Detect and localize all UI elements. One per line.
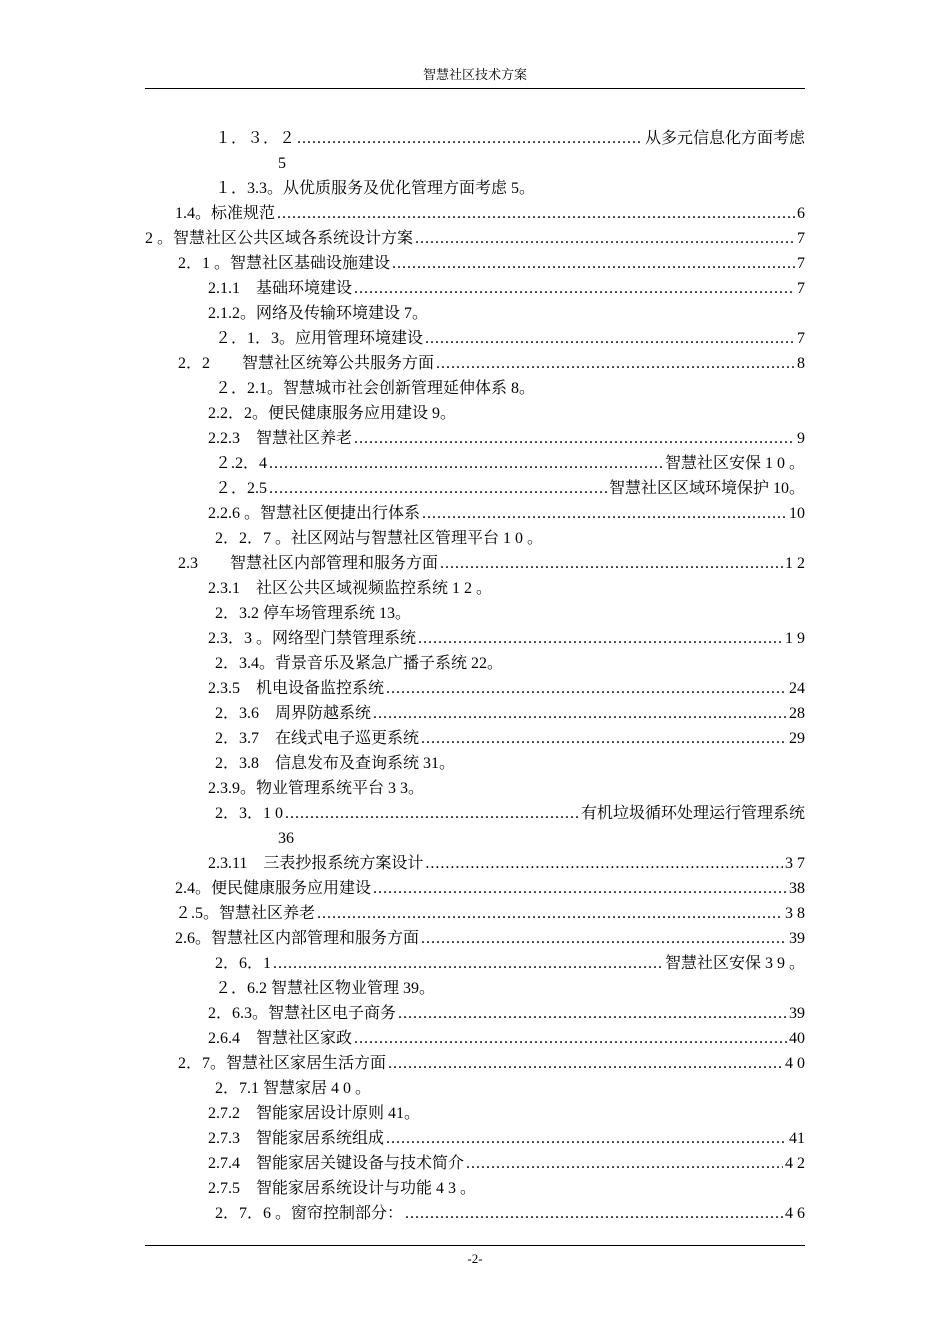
toc-entry[interactable] — [145, 1101, 805, 1126]
toc-entry-label: ２．2.5 — [215, 480, 268, 497]
toc-entry[interactable] — [145, 876, 805, 901]
toc-entry-label: ２．2.1。智慧城市社会创新管理延伸体系 8。 — [215, 380, 536, 397]
toc-entry-label: 2.2.3 智慧社区养老 — [208, 430, 353, 447]
toc-entry[interactable] — [145, 276, 805, 301]
toc-entry-page-number: 从多元信息化方面考虑 — [644, 130, 805, 147]
toc-entry[interactable] — [145, 901, 805, 926]
toc-entry[interactable] — [145, 826, 805, 851]
toc-entry-page-number: 29 — [789, 730, 805, 747]
toc-entry[interactable] — [145, 451, 805, 476]
toc-entry-label: 2．1 。智慧社区基础设施建设 — [178, 255, 391, 272]
toc-leader-dots — [415, 226, 795, 251]
toc-entry[interactable] — [145, 1051, 805, 1076]
toc-entry-label: 2.3.11 三表抄报系统方案设计 — [208, 855, 424, 872]
toc-entry-page-number: 10 — [789, 505, 805, 522]
toc-entry-label: ２．1．3。应用管理环境建设 — [215, 330, 424, 347]
toc-entry-page-number: 7 — [797, 255, 805, 272]
toc-entry[interactable] — [145, 626, 805, 651]
toc-leader-dots — [373, 701, 787, 726]
toc-entry-page-number: 7 — [797, 330, 805, 347]
toc-entry-label: 2．3.6 周界防越系统 — [215, 705, 372, 722]
toc-entry-page-number: 智慧社区区域环境保护 10。 — [608, 480, 805, 497]
toc-leader-dots — [273, 951, 663, 976]
toc-entry[interactable] — [145, 501, 805, 526]
toc-entry[interactable] — [145, 726, 805, 751]
toc-entry-label: 2．3.2 停车场管理系统 13。 — [215, 605, 412, 622]
page-footer — [145, 1245, 805, 1267]
toc-entry[interactable] — [145, 551, 805, 576]
toc-leader-dots — [398, 1001, 787, 1026]
toc-entry-page-number: 4 0 — [785, 1055, 805, 1072]
toc-entry-label: 5 — [278, 155, 286, 172]
footer-page-number: -2- — [467, 1251, 483, 1266]
toc-list — [145, 126, 805, 1226]
toc-entry[interactable] — [145, 1201, 805, 1226]
toc-leader-dots — [422, 501, 787, 526]
toc-entry-label: 2.7.4 智能家居关键设备与技术简介 — [208, 1155, 465, 1172]
toc-entry-page-number: 7 — [797, 280, 805, 297]
toc-entry-label: 2．6.3。智慧社区电子商务 — [208, 1005, 397, 1022]
toc-entry[interactable] — [145, 426, 805, 451]
toc-entry[interactable] — [145, 701, 805, 726]
toc-entry-page-number: 9 — [797, 430, 805, 447]
toc-leader-dots — [425, 851, 783, 876]
toc-entry-label: 2．3.7 在线式电子巡更系统 — [215, 730, 420, 747]
toc-entry-label: 2.7.3 智能家居系统组成 — [208, 1130, 385, 1147]
toc-entry[interactable] — [145, 1176, 805, 1201]
toc-entry[interactable] — [145, 851, 805, 876]
toc-leader-dots — [297, 126, 643, 151]
toc-entry-label: 2.1.2。网络及传输环境建设 7。 — [208, 305, 429, 322]
toc-entry[interactable] — [145, 526, 805, 551]
toc-entry[interactable] — [145, 1026, 805, 1051]
toc-leader-dots — [269, 451, 663, 476]
toc-leader-dots — [425, 326, 795, 351]
toc-leader-dots — [421, 926, 787, 951]
toc-entry[interactable] — [145, 1126, 805, 1151]
toc-entry-page-number: 7 — [797, 230, 805, 247]
toc-leader-dots — [373, 876, 787, 901]
toc-entry-label: 2．3.8 信息发布及查询系统 31。 — [215, 755, 456, 772]
toc-entry-label: 2.6.4 智慧社区家政 — [208, 1030, 353, 1047]
toc-entry-label: ２.5。智慧社区养老 — [175, 905, 316, 922]
toc-leader-dots — [421, 726, 787, 751]
toc-entry-label: １．3.3。从优质服务及优化管理方面考虑 5。 — [215, 180, 536, 197]
toc-entry-page-number: 39 — [789, 930, 805, 947]
toc-entry-label: 2.3．3 。网络型门禁管理系统 — [208, 630, 417, 647]
toc-entry[interactable] — [145, 301, 805, 326]
toc-entry[interactable] — [145, 351, 805, 376]
toc-entry-page-number: 40 — [789, 1030, 805, 1047]
toc-entry[interactable] — [145, 601, 805, 626]
toc-leader-dots — [317, 901, 783, 926]
toc-entry-page-number: 39 — [789, 1005, 805, 1022]
toc-leader-dots — [436, 351, 795, 376]
toc-entry[interactable] — [145, 776, 805, 801]
toc-entry[interactable] — [145, 376, 805, 401]
toc-entry-page-number: 28 — [789, 705, 805, 722]
toc-leader-dots — [405, 1201, 783, 1226]
toc-leader-dots — [418, 626, 783, 651]
toc-entry-page-number: 41 — [789, 1130, 805, 1147]
toc-entry-page-number: 4 2 — [785, 1155, 805, 1172]
toc-entry[interactable] — [145, 651, 805, 676]
page-content — [145, 66, 805, 1267]
toc-entry-label: 2.7.2 智能家居设计原则 41。 — [208, 1105, 421, 1122]
toc-entry-label: ２.2．4 — [215, 455, 268, 472]
toc-leader-dots — [354, 1026, 787, 1051]
toc-entry-page-number: 1 9 — [785, 630, 805, 647]
toc-entry[interactable] — [145, 1076, 805, 1101]
toc-leader-dots — [354, 426, 795, 451]
toc-entry-page-number: 4 6 — [785, 1205, 805, 1222]
toc-entry[interactable] — [145, 401, 805, 426]
toc-entry-label: 2．2 智慧社区统筹公共服务方面 — [178, 355, 435, 372]
toc-leader-dots — [386, 676, 787, 701]
toc-entry-page-number: 3 7 — [785, 855, 805, 872]
toc-entry[interactable] — [145, 176, 805, 201]
toc-leader-dots — [386, 1126, 787, 1151]
toc-entry[interactable] — [145, 576, 805, 601]
toc-leader-dots — [466, 1151, 783, 1176]
toc-entry[interactable] — [145, 926, 805, 951]
toc-entry[interactable] — [145, 251, 805, 276]
toc-entry-label: 2．3.4。背景音乐及紧急广播子系统 22。 — [215, 655, 504, 672]
toc-entry[interactable] — [145, 326, 805, 351]
toc-entry-page-number: 智慧社区安保 3 9 。 — [664, 955, 805, 972]
toc-entry-page-number: 3 8 — [785, 905, 805, 922]
toc-entry-label: 2.2．2。便民健康服务应用建设 9。 — [208, 405, 457, 422]
toc-entry-label: 2.3.5 机电设备监控系统 — [208, 680, 385, 697]
toc-entry[interactable] — [145, 751, 805, 776]
toc-entry-page-number: 8 — [797, 355, 805, 372]
toc-entry-label: 2.3.1 社区公共区域视频监控系统 1 2 。 — [208, 580, 493, 597]
toc-leader-dots — [269, 476, 607, 501]
toc-entry-page-number: 38 — [789, 880, 805, 897]
document-title: 智慧社区技术方案 — [422, 67, 527, 82]
toc-entry-label: 2.3.9。物业管理系统平台 3 3。 — [208, 780, 425, 797]
toc-entry-label: １．３．２ — [215, 130, 296, 147]
toc-entry-label: 2 。智慧社区公共区域各系统设计方案 — [145, 230, 414, 247]
toc-leader-dots — [277, 201, 795, 226]
toc-entry-label: 2．7。智慧社区家居生活方面 — [178, 1055, 387, 1072]
page-header — [145, 66, 805, 89]
toc-entry[interactable] — [145, 801, 805, 826]
toc-entry[interactable] — [145, 476, 805, 501]
toc-leader-dots — [440, 551, 783, 576]
toc-entry-label: 2.4。便民健康服务应用建设 — [175, 880, 372, 897]
toc-entry-page-number: 24 — [789, 680, 805, 697]
toc-entry-label: ２．6.2 智慧社区物业管理 39。 — [215, 980, 436, 997]
toc-entry-label: 2.6。智慧社区内部管理和服务方面 — [175, 930, 420, 947]
toc-leader-dots — [285, 801, 579, 826]
toc-entry[interactable] — [145, 201, 805, 226]
toc-entry-page-number: 有机垃圾循环处理运行管理系统 — [580, 805, 805, 822]
toc-entry[interactable] — [145, 976, 805, 1001]
toc-entry[interactable] — [145, 1001, 805, 1026]
toc-entry-label: 36 — [278, 830, 294, 847]
toc-entry-page-number: 6 — [797, 205, 805, 222]
toc-entry-label: 2．6．1 — [215, 955, 272, 972]
toc-entry-page-number: 1 2 — [785, 555, 805, 572]
toc-leader-dots — [354, 276, 795, 301]
toc-entry[interactable] — [145, 1151, 805, 1176]
toc-entry[interactable] — [145, 226, 805, 251]
toc-entry[interactable] — [145, 151, 805, 176]
toc-entry-label: 2.7.5 智能家居系统设计与功能 4 3 。 — [208, 1180, 477, 1197]
toc-leader-dots — [392, 251, 795, 276]
toc-entry[interactable] — [145, 126, 805, 151]
toc-entry-label: 1.4。标准规范 — [175, 205, 276, 222]
toc-entry-label: 2．2．7 。社区网站与智慧社区管理平台 1 0 。 — [215, 530, 544, 547]
toc-entry-label: 2.2.6 。智慧社区便捷出行体系 — [208, 505, 421, 522]
toc-leader-dots — [388, 1051, 783, 1076]
toc-entry-label: 2.1.1 基础环境建设 — [208, 280, 353, 297]
toc-entry-label: 2．7．6 。窗帘控制部分： — [215, 1205, 404, 1222]
toc-entry-label: 2．7.1 智慧家居 4 0 。 — [215, 1080, 372, 1097]
toc-entry[interactable] — [145, 951, 805, 976]
toc-entry[interactable] — [145, 676, 805, 701]
toc-entry-label: 2.3 智慧社区内部管理和服务方面 — [178, 555, 439, 572]
toc-entry-page-number: 智慧社区安保 1 0 。 — [664, 455, 805, 472]
toc-entry-label: 2．3．1 0 — [215, 805, 284, 822]
